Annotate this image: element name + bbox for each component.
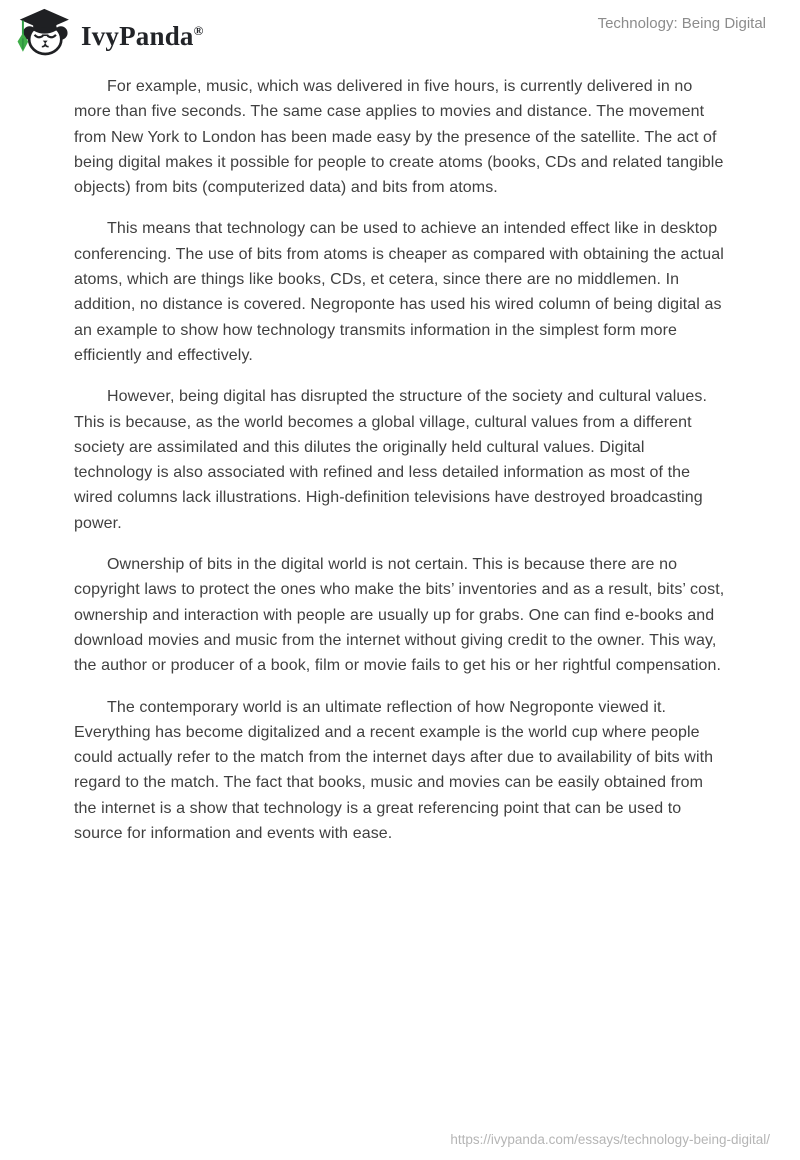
essay-paragraph-5: The contemporary world is an ultimate reflection of how Negroponte viewed it. Everything has become digitalized and a recent example is the world cup where people could actually refer to the match from the internet days after due to availability of bits with regard to the match. The fact that books, music and movies can be easily obtained from the internet is a show that technology is a great referencing point that can be used to source for information and events with ease. — [74, 698, 714, 843]
registered-mark: ® — [193, 22, 204, 38]
essay-paragraph-1: For example, music, which was delivered in five hours, is currently delivered in no more than five seconds. The same case applies to movies and distance. The movement from New York to London has been made easy by the presence of the satellite. The act of being digital makes it possible for people to create atoms (books, CDs and related tangible objects) from bits (computerized data) and bits from atoms. — [74, 78, 724, 197]
brand-name — [81, 20, 204, 51]
source-url-link[interactable]: https://ivypanda.com/essays/technology-being-digital/ — [450, 1132, 770, 1147]
brand — [14, 8, 204, 58]
essay-paragraph-2: This means that technology can be used to achieve an intended effect like in desktop conferencing. The use of bits from atoms is cheaper as compared with obtaining the actual atoms, which are things like books, CDs, et cetera, since there are no middlemen. In addition, no distance is covered. Negroponte has used his wired column of being digital as an example to show how technology transmits information in the simplest form more efficiently and effectively. — [74, 220, 724, 364]
document-title: Technology: Being Digital — [597, 15, 766, 32]
page-header — [0, 0, 800, 58]
essay-paragraph-4: Ownership of bits in the digital world is not certain. This is because there are no copyright laws to protect the ones who make the bits’ inventories and as a result, bits’ cost, ownership and interaction with people are usually up for grabs. One can find e-books and download movies and music from the internet without giving credit to the owner. This way, the author or producer of a book, film or movie fails to get his or her rightful compensation. — [74, 556, 725, 675]
page-footer — [450, 1132, 770, 1147]
essay-body — [0, 74, 800, 846]
essay-paragraph-3: However, being digital has disrupted the structure of the society and cultural values. This is because, as the world becomes a global village, cultural values from a different society are assimilated and this dilutes the originally held cultural values. Digital technology is also associated with refined and less detailed information as most of the wired columns lack illustrations. High-definition televisions have destroyed broadcasting power. — [74, 388, 708, 532]
panda-graduate-icon — [14, 8, 72, 58]
brand-name-text: IvyPanda — [81, 20, 194, 51]
